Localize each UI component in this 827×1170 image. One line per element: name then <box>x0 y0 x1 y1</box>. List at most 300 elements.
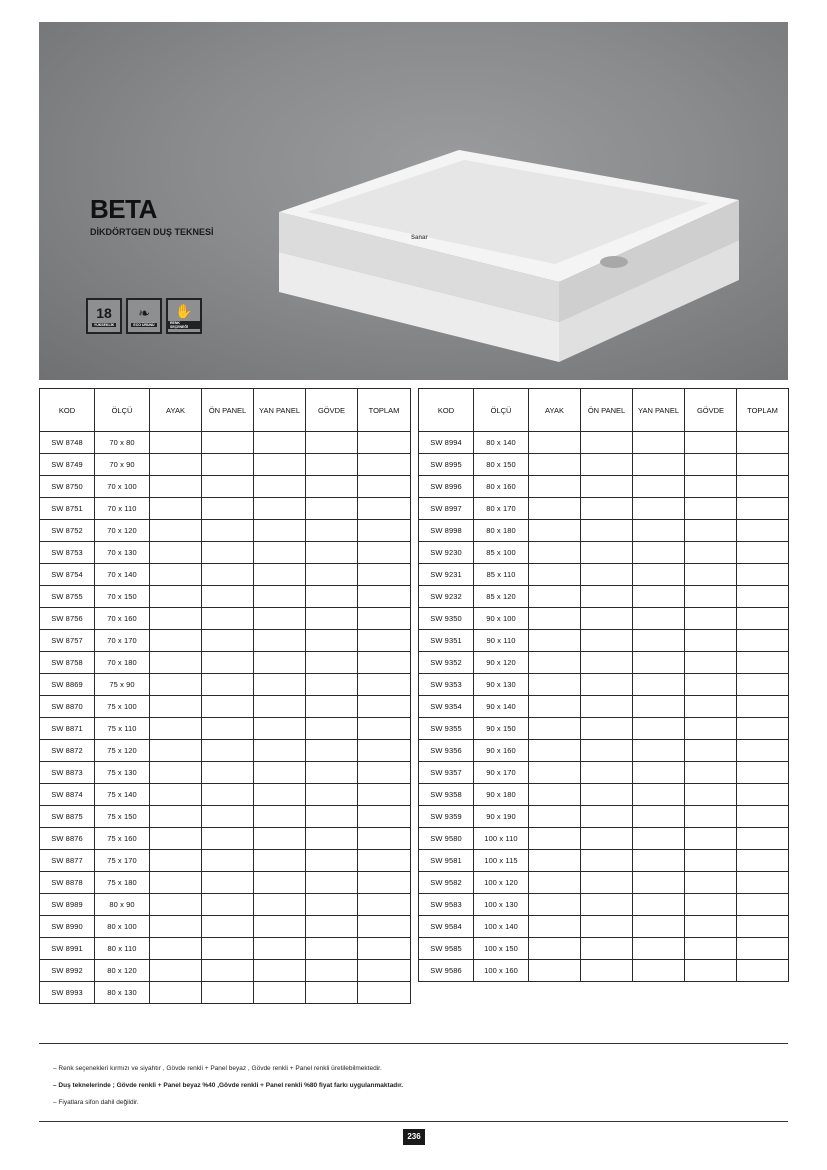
empty-cell <box>581 696 633 718</box>
product-code: SW 8750 <box>40 476 95 498</box>
empty-cell <box>737 828 789 850</box>
empty-cell <box>685 476 737 498</box>
table-row <box>40 938 411 960</box>
empty-cell <box>633 718 685 740</box>
empty-cell <box>358 608 411 630</box>
empty-cell <box>358 916 411 938</box>
empty-cell <box>581 498 633 520</box>
empty-cell <box>358 542 411 564</box>
empty-cell <box>737 630 789 652</box>
product-size: 80 x 180 <box>474 520 529 542</box>
empty-cell <box>529 476 581 498</box>
price-table-right <box>418 388 789 982</box>
table-row <box>40 982 411 1004</box>
feature-badges <box>86 298 202 334</box>
empty-cell <box>685 564 737 586</box>
product-size: 75 x 130 <box>95 762 150 784</box>
product-size: 75 x 120 <box>95 740 150 762</box>
product-size: 100 x 130 <box>474 894 529 916</box>
empty-cell <box>150 982 202 1004</box>
empty-cell <box>685 784 737 806</box>
empty-cell <box>150 432 202 454</box>
product-size: 90 x 160 <box>474 740 529 762</box>
product-size: 70 x 120 <box>95 520 150 542</box>
table-row <box>419 454 789 476</box>
column-header: TOPLAM <box>358 389 411 432</box>
empty-cell <box>202 960 254 982</box>
empty-cell <box>202 784 254 806</box>
empty-cell <box>685 894 737 916</box>
note-colors: – Renk seçenekleri kırmızı ve siyahtır , Gövde renkli + Panel beyaz , Gövde renkli + Panel renkli üretilebilmektedir. <box>53 1065 382 1072</box>
table-row <box>419 938 789 960</box>
product-size: 70 x 130 <box>95 542 150 564</box>
empty-cell <box>358 828 411 850</box>
product-code: SW 9354 <box>419 696 474 718</box>
empty-cell <box>202 586 254 608</box>
product-code: SW 9231 <box>419 564 474 586</box>
empty-cell <box>202 652 254 674</box>
empty-cell <box>737 432 789 454</box>
price-table-left <box>39 388 411 1004</box>
empty-cell <box>581 762 633 784</box>
product-size: 70 x 100 <box>95 476 150 498</box>
table-row <box>419 916 789 938</box>
empty-cell <box>150 740 202 762</box>
empty-cell <box>150 916 202 938</box>
empty-cell <box>306 718 358 740</box>
empty-cell <box>202 850 254 872</box>
empty-cell <box>581 454 633 476</box>
product-code: SW 8749 <box>40 454 95 476</box>
empty-cell <box>633 564 685 586</box>
empty-cell <box>633 762 685 784</box>
empty-cell <box>633 432 685 454</box>
empty-cell <box>737 894 789 916</box>
empty-cell <box>150 652 202 674</box>
empty-cell <box>529 586 581 608</box>
empty-cell <box>358 872 411 894</box>
empty-cell <box>202 806 254 828</box>
product-size: 75 x 100 <box>95 696 150 718</box>
height-value: 18 <box>96 304 112 321</box>
empty-cell <box>581 850 633 872</box>
empty-cell <box>633 916 685 938</box>
empty-cell <box>685 916 737 938</box>
column-header: ÖN PANEL <box>581 389 633 432</box>
empty-cell <box>529 520 581 542</box>
product-size: 70 x 180 <box>95 652 150 674</box>
empty-cell <box>254 608 306 630</box>
empty-cell <box>150 454 202 476</box>
product-code: SW 9359 <box>419 806 474 828</box>
empty-cell <box>254 982 306 1004</box>
product-code: SW 9580 <box>419 828 474 850</box>
empty-cell <box>529 916 581 938</box>
empty-cell <box>358 894 411 916</box>
height-badge <box>86 298 122 334</box>
empty-cell <box>358 674 411 696</box>
table-row <box>40 674 411 696</box>
table-row <box>40 630 411 652</box>
empty-cell <box>529 542 581 564</box>
table-row <box>419 762 789 784</box>
product-size: 75 x 150 <box>95 806 150 828</box>
empty-cell <box>306 564 358 586</box>
table-header-row <box>419 389 789 432</box>
empty-cell <box>581 608 633 630</box>
column-header: AYAK <box>150 389 202 432</box>
empty-cell <box>737 938 789 960</box>
empty-cell <box>306 520 358 542</box>
product-code: SW 8755 <box>40 586 95 608</box>
page-number: 236 <box>403 1129 425 1145</box>
empty-cell <box>358 850 411 872</box>
product-code: SW 9351 <box>419 630 474 652</box>
product-size: 85 x 120 <box>474 586 529 608</box>
empty-cell <box>202 828 254 850</box>
table-row <box>419 806 789 828</box>
table-row <box>419 608 789 630</box>
product-code: SW 9352 <box>419 652 474 674</box>
product-size: 90 x 150 <box>474 718 529 740</box>
product-size: 90 x 110 <box>474 630 529 652</box>
product-code: SW 8758 <box>40 652 95 674</box>
product-code: SW 8996 <box>419 476 474 498</box>
empty-cell <box>737 652 789 674</box>
empty-cell <box>737 762 789 784</box>
empty-cell <box>358 630 411 652</box>
empty-cell <box>150 960 202 982</box>
empty-cell <box>306 784 358 806</box>
empty-cell <box>150 498 202 520</box>
empty-cell <box>254 872 306 894</box>
empty-cell <box>306 828 358 850</box>
empty-cell <box>685 718 737 740</box>
product-size: 80 x 150 <box>474 454 529 476</box>
table-row <box>419 872 789 894</box>
empty-cell <box>633 476 685 498</box>
empty-cell <box>737 740 789 762</box>
empty-cell <box>633 784 685 806</box>
divider <box>39 1121 788 1122</box>
note-siphon: – Fiyatlara sifon dahil değildir. <box>53 1099 139 1106</box>
empty-cell <box>306 740 358 762</box>
empty-cell <box>737 696 789 718</box>
product-code: SW 9350 <box>419 608 474 630</box>
leaf-icon: ❧ <box>138 304 150 321</box>
product-code: SW 8877 <box>40 850 95 872</box>
empty-cell <box>358 520 411 542</box>
empty-cell <box>254 652 306 674</box>
product-size: 70 x 80 <box>95 432 150 454</box>
product-size: 70 x 170 <box>95 630 150 652</box>
empty-cell <box>737 498 789 520</box>
product-code: SW 8756 <box>40 608 95 630</box>
eco-badge-label: ECO ÜRÜNÜ <box>133 322 155 327</box>
empty-cell <box>633 850 685 872</box>
empty-cell <box>306 498 358 520</box>
empty-cell <box>306 696 358 718</box>
empty-cell <box>306 850 358 872</box>
empty-cell <box>581 630 633 652</box>
empty-cell <box>150 828 202 850</box>
product-code: SW 9356 <box>419 740 474 762</box>
product-size: 80 x 170 <box>474 498 529 520</box>
table-row <box>419 894 789 916</box>
empty-cell <box>358 586 411 608</box>
empty-cell <box>306 960 358 982</box>
product-code: SW 8757 <box>40 630 95 652</box>
empty-cell <box>581 828 633 850</box>
empty-cell <box>529 740 581 762</box>
empty-cell <box>202 498 254 520</box>
empty-cell <box>633 674 685 696</box>
empty-cell <box>254 564 306 586</box>
product-code: SW 9232 <box>419 586 474 608</box>
empty-cell <box>685 454 737 476</box>
empty-cell <box>202 740 254 762</box>
product-size: 80 x 130 <box>95 982 150 1004</box>
table-row <box>419 828 789 850</box>
empty-cell <box>633 498 685 520</box>
empty-cell <box>202 520 254 542</box>
product-code: SW 8870 <box>40 696 95 718</box>
product-code: SW 8997 <box>419 498 474 520</box>
empty-cell <box>685 872 737 894</box>
empty-cell <box>581 586 633 608</box>
empty-cell <box>633 740 685 762</box>
table-row <box>40 806 411 828</box>
empty-cell <box>358 454 411 476</box>
product-size: 80 x 110 <box>95 938 150 960</box>
table-row <box>40 432 411 454</box>
product-code: SW 9585 <box>419 938 474 960</box>
empty-cell <box>254 454 306 476</box>
empty-cell <box>737 916 789 938</box>
empty-cell <box>633 696 685 718</box>
empty-cell <box>150 718 202 740</box>
empty-cell <box>358 806 411 828</box>
empty-cell <box>633 894 685 916</box>
empty-cell <box>254 828 306 850</box>
empty-cell <box>685 674 737 696</box>
empty-cell <box>358 938 411 960</box>
empty-cell <box>529 806 581 828</box>
empty-cell <box>737 784 789 806</box>
shower-tray-image <box>259 112 759 372</box>
product-size: 85 x 100 <box>474 542 529 564</box>
product-size: 75 x 180 <box>95 872 150 894</box>
product-code: SW 8753 <box>40 542 95 564</box>
product-code: SW 8998 <box>419 520 474 542</box>
empty-cell <box>633 630 685 652</box>
empty-cell <box>685 806 737 828</box>
empty-cell <box>202 674 254 696</box>
column-header: AYAK <box>529 389 581 432</box>
product-size: 100 x 120 <box>474 872 529 894</box>
empty-cell <box>737 674 789 696</box>
empty-cell <box>150 894 202 916</box>
product-code: SW 8754 <box>40 564 95 586</box>
empty-cell <box>685 630 737 652</box>
empty-cell <box>737 960 789 982</box>
product-size: 70 x 110 <box>95 498 150 520</box>
empty-cell <box>685 608 737 630</box>
empty-cell <box>737 806 789 828</box>
empty-cell <box>529 564 581 586</box>
empty-cell <box>202 982 254 1004</box>
product-code: SW 8878 <box>40 872 95 894</box>
product-code: SW 9583 <box>419 894 474 916</box>
column-header: GÖVDE <box>306 389 358 432</box>
empty-cell <box>581 718 633 740</box>
product-code: SW 8989 <box>40 894 95 916</box>
empty-cell <box>150 674 202 696</box>
empty-cell <box>685 652 737 674</box>
empty-cell <box>150 630 202 652</box>
product-code: SW 8990 <box>40 916 95 938</box>
empty-cell <box>150 542 202 564</box>
table-row <box>419 630 789 652</box>
product-size: 100 x 140 <box>474 916 529 938</box>
empty-cell <box>737 718 789 740</box>
empty-cell <box>306 652 358 674</box>
empty-cell <box>685 850 737 872</box>
empty-cell <box>358 564 411 586</box>
empty-cell <box>581 740 633 762</box>
empty-cell <box>685 542 737 564</box>
product-code: SW 8871 <box>40 718 95 740</box>
empty-cell <box>306 674 358 696</box>
table-row <box>419 476 789 498</box>
empty-cell <box>529 850 581 872</box>
empty-cell <box>529 762 581 784</box>
product-code: SW 9582 <box>419 872 474 894</box>
product-size: 75 x 90 <box>95 674 150 696</box>
empty-cell <box>150 696 202 718</box>
table-row <box>40 872 411 894</box>
empty-cell <box>254 894 306 916</box>
empty-cell <box>254 432 306 454</box>
empty-cell <box>685 586 737 608</box>
empty-cell <box>254 784 306 806</box>
table-row <box>40 652 411 674</box>
empty-cell <box>150 586 202 608</box>
product-size: 70 x 150 <box>95 586 150 608</box>
empty-cell <box>358 432 411 454</box>
empty-cell <box>254 542 306 564</box>
empty-cell <box>306 872 358 894</box>
product-size: 80 x 160 <box>474 476 529 498</box>
empty-cell <box>150 476 202 498</box>
empty-cell <box>358 718 411 740</box>
empty-cell <box>306 432 358 454</box>
empty-cell <box>358 476 411 498</box>
product-size: 80 x 90 <box>95 894 150 916</box>
empty-cell <box>633 960 685 982</box>
table-row <box>40 476 411 498</box>
table-row <box>419 718 789 740</box>
product-code: SW 8748 <box>40 432 95 454</box>
empty-cell <box>202 938 254 960</box>
product-code: SW 8751 <box>40 498 95 520</box>
product-code: SW 8992 <box>40 960 95 982</box>
empty-cell <box>202 608 254 630</box>
divider <box>39 1043 788 1044</box>
color-badge-label: RENK SEÇENEĞİ <box>168 321 200 329</box>
product-size: 75 x 170 <box>95 850 150 872</box>
empty-cell <box>529 828 581 850</box>
empty-cell <box>685 432 737 454</box>
empty-cell <box>254 476 306 498</box>
empty-cell <box>254 806 306 828</box>
table-row <box>419 520 789 542</box>
product-subtitle: DİKDÖRTGEN DUŞ TEKNESİ <box>90 227 214 237</box>
column-header: TOPLAM <box>737 389 789 432</box>
table-row <box>419 740 789 762</box>
product-size: 70 x 140 <box>95 564 150 586</box>
table-row <box>419 432 789 454</box>
table-row <box>40 894 411 916</box>
empty-cell <box>254 674 306 696</box>
empty-cell <box>581 960 633 982</box>
empty-cell <box>306 894 358 916</box>
color-badge <box>166 298 202 334</box>
empty-cell <box>685 960 737 982</box>
empty-cell <box>685 520 737 542</box>
product-code: SW 8876 <box>40 828 95 850</box>
product-code: SW 9586 <box>419 960 474 982</box>
footnotes <box>53 1060 403 1111</box>
product-size: 70 x 90 <box>95 454 150 476</box>
empty-cell <box>737 454 789 476</box>
empty-cell <box>529 696 581 718</box>
table-row <box>40 586 411 608</box>
empty-cell <box>254 520 306 542</box>
empty-cell <box>358 740 411 762</box>
empty-cell <box>254 960 306 982</box>
empty-cell <box>202 630 254 652</box>
empty-cell <box>737 872 789 894</box>
empty-cell <box>150 784 202 806</box>
empty-cell <box>737 542 789 564</box>
empty-cell <box>358 762 411 784</box>
empty-cell <box>150 564 202 586</box>
empty-cell <box>254 630 306 652</box>
product-size: 90 x 120 <box>474 652 529 674</box>
empty-cell <box>633 938 685 960</box>
table-row <box>419 696 789 718</box>
product-size: 100 x 115 <box>474 850 529 872</box>
empty-cell <box>529 960 581 982</box>
product-code: SW 9353 <box>419 674 474 696</box>
table-row <box>419 542 789 564</box>
eco-badge <box>126 298 162 334</box>
empty-cell <box>358 652 411 674</box>
empty-cell <box>633 586 685 608</box>
empty-cell <box>254 916 306 938</box>
empty-cell <box>150 806 202 828</box>
empty-cell <box>254 586 306 608</box>
empty-cell <box>737 850 789 872</box>
empty-cell <box>737 564 789 586</box>
empty-cell <box>737 608 789 630</box>
empty-cell <box>202 696 254 718</box>
empty-cell <box>633 652 685 674</box>
table-row <box>419 586 789 608</box>
table-row <box>40 542 411 564</box>
empty-cell <box>685 762 737 784</box>
